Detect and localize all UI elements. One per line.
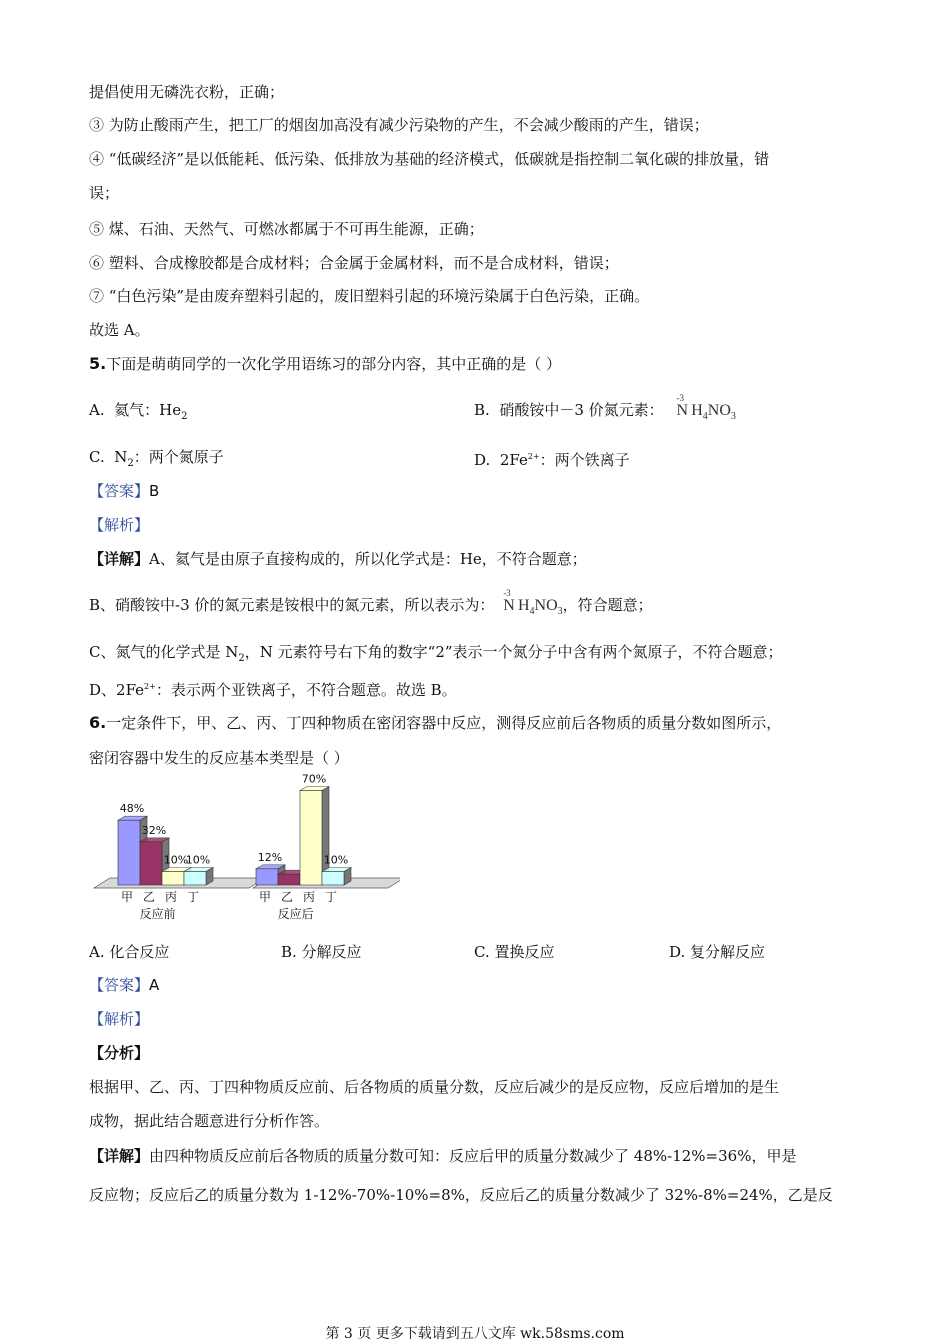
- detail-line: D、$2Fe^{2+}$：表示两个亚铁离子，不符合题意。故选 B。: [89, 681, 457, 699]
- data-label: 48%: [119, 802, 145, 816]
- text-line: 提倡使用无磷洗衣粉，正确；: [89, 83, 285, 101]
- question-5-stem: 5.下面是萌萌同学的一次化学用语练习的部分内容，其中正确的是（ ）: [89, 354, 561, 373]
- option-b: B. 硝酸铵中－3 价氮元素： -3 N $H_4NO_3$: [474, 400, 736, 427]
- bar: [118, 820, 140, 885]
- text-line: ⑥ 塑料、合成橡胶都是合成材料；合金属于金属材料，而不是合成材料，错误；: [89, 254, 619, 272]
- text-line: 成物，据此结合题意进行分析作答。: [89, 1112, 330, 1130]
- bar: [140, 842, 162, 885]
- detail-line: C、氮气的化学式是 $N_2$，N 元素符号右下角的数字“2”表示一个氮分子中含有两个氮原子，不符合题意；: [89, 643, 783, 664]
- text-line: 根据甲、乙、丙、丁四种物质反应前、后各物质的质量分数，反应后减少的是反应物，反应后增加的是生: [89, 1078, 780, 1096]
- text-line: 故选 A。: [89, 321, 150, 339]
- question-6-stem: 6.一定条件下，甲、乙、丙、丁四种物质在密闭容器中反应，测得反应前后各物质的质量分数如图所示，: [89, 713, 782, 732]
- data-label: 70%: [301, 772, 327, 786]
- ammonium-nitrate-formula: -3 N $H_4NO_3$: [503, 588, 563, 618]
- data-label: 10%: [163, 853, 189, 867]
- text-line: ④ “低碳经济”是以低能耗、低污染、低排放为基础的经济模式，低碳就是指控制二氧化碳的排放量，错: [89, 150, 770, 168]
- detail-line: B、硝酸铵中-3 价的氮元素是铵根中的氮元素，所以表示为： -3 N $H_4NO_3$，符合题意；: [89, 595, 865, 622]
- question-number: 6.: [89, 713, 107, 732]
- bar: [256, 869, 278, 885]
- option-d: D. $2Fe^{2+}$：两个铁离子: [474, 451, 630, 469]
- data-label: 10%: [185, 853, 211, 867]
- axis-label: 反应后: [277, 907, 314, 921]
- category-label: 丁: [324, 890, 338, 904]
- category-label: 甲: [258, 890, 272, 904]
- answer-line: 【答案】A: [89, 976, 160, 994]
- bar: [162, 872, 184, 886]
- text-line: 误；: [89, 184, 120, 202]
- axis-label: 反应前: [139, 907, 176, 921]
- option-b: B. 分解反应: [281, 943, 362, 961]
- page-footer: 第 3 页 更多下载请到五八文库 wk.58sms.com: [325, 1326, 625, 1342]
- detail-line: 【详解】由四种物质反应前后各物质的质量分数可知：反应后甲的质量分数减少了 48%-12%=36%，甲是: [89, 1147, 797, 1165]
- bar: [322, 872, 344, 886]
- data-label: 32%: [141, 823, 167, 837]
- text-line: ⑦ “白色污染”是由废弃塑料引起的，废旧塑料引起的环境污染属于白色污染，正确。: [89, 287, 650, 305]
- option-d: D. 复分解反应: [669, 943, 766, 961]
- mass-fraction-chart: [90, 772, 400, 928]
- option-c: C. 置换反应: [474, 943, 555, 961]
- option-a: A. 化合反应: [89, 943, 170, 961]
- bar: [184, 872, 206, 886]
- ammonium-nitrate-formula: -3 N $H_4NO_3$: [676, 393, 736, 423]
- analysis-tag: 【解析】: [89, 516, 150, 534]
- category-label: 丙: [302, 890, 316, 904]
- text-line: ③ 为防止酸雨产生，把工厂的烟囱加高没有减少污染物的产生，不会减少酸雨的产生，错误；: [89, 116, 709, 134]
- data-label: 12%: [257, 850, 283, 864]
- category-label: 甲: [120, 890, 134, 904]
- category-label: 丁: [186, 890, 200, 904]
- detail-line: 【详解】A、氦气是由原子直接构成的，所以化学式是：He，不符合题意；: [89, 550, 587, 568]
- bar: [300, 791, 322, 886]
- text-line: 反应物；反应后乙的质量分数为 1-12%-70%-10%=8%，反应后乙的质量分数减少了 32%-8%=24%，乙是反: [89, 1186, 833, 1204]
- bar: [278, 874, 300, 885]
- answer-line: 【答案】B: [89, 482, 160, 500]
- text-line: ⑤ 煤、石油、天然气、可燃冰都属于不可再生能源，正确；: [89, 220, 484, 238]
- analysis-tag: 【解析】: [89, 1010, 150, 1028]
- category-label: 丙: [164, 890, 178, 904]
- question-6-stem-cont: 密闭容器中发生的反应基本类型是（ ）: [89, 749, 349, 767]
- category-label: 乙: [280, 890, 294, 904]
- question-number: 5.: [89, 354, 107, 373]
- data-label: 10%: [323, 853, 349, 867]
- fenxi-tag: 【分析】: [89, 1044, 150, 1062]
- option-c: C. $N_2$：两个氮原子: [89, 448, 224, 469]
- option-a: A. 氦气：$He_2$: [89, 401, 188, 422]
- category-label: 乙: [142, 890, 156, 904]
